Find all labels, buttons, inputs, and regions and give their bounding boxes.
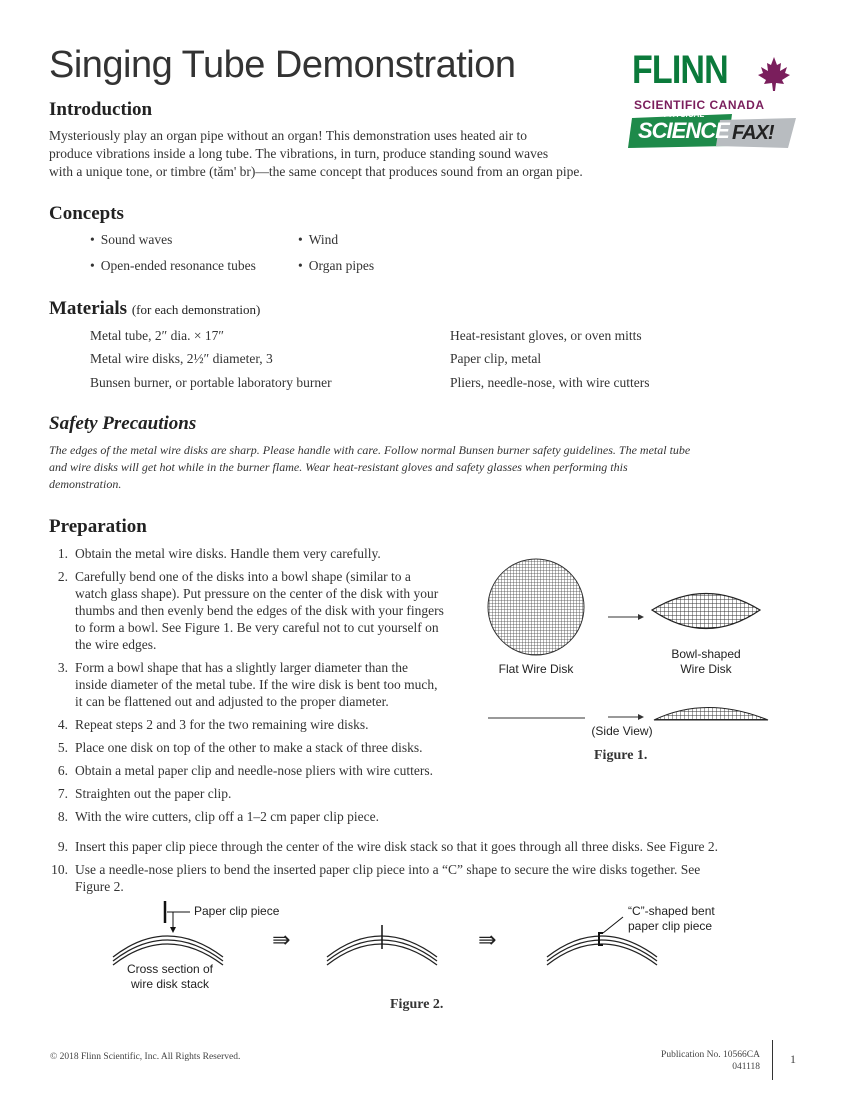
material-item: Metal wire disks, 2½″ diameter, 3 bbox=[90, 351, 273, 366]
intro-heading: Introduction bbox=[49, 99, 153, 120]
step-text: thumbs and then evenly bend the edges of the disk with your fingers bbox=[75, 603, 444, 618]
concept-item bbox=[90, 232, 172, 248]
wire-stack-1 bbox=[113, 936, 223, 965]
logo-subtitle: SCIENTIFIC CANADA bbox=[634, 98, 765, 112]
safety-heading: Safety Precautions bbox=[49, 413, 197, 434]
step-number: 5. bbox=[57, 740, 68, 755]
step-text: watch glass shape). Put pressure on the center of the disk with your bbox=[75, 586, 439, 601]
flat-disk-label: Flat Wire Disk bbox=[498, 662, 574, 676]
step-number: 10. bbox=[51, 862, 68, 877]
intro-line: produce vibrations inside a long tube. The vibrations, in turn, produce standing sound waves bbox=[49, 146, 549, 161]
safety-text bbox=[49, 442, 809, 493]
step-item bbox=[50, 716, 470, 733]
arrow-head bbox=[638, 714, 644, 720]
c-shaped-clip bbox=[599, 933, 603, 945]
figure1-graphic bbox=[480, 555, 780, 730]
logo-brand: FLINN bbox=[632, 48, 728, 92]
step-text: the wire edges. bbox=[75, 637, 157, 652]
step-text: it can be flattened out and adjusted to the proper diameter. bbox=[75, 694, 389, 709]
figure2-caption: Figure 2. bbox=[390, 997, 444, 1012]
step-item bbox=[50, 659, 470, 710]
step-number: 6. bbox=[57, 763, 68, 778]
materials-note: (for each demonstration) bbox=[131, 302, 261, 317]
step-text: Obtain a metal paper clip and needle-nose pliers with wire cutters. bbox=[75, 763, 433, 778]
intro-text bbox=[49, 127, 649, 181]
flat-wire-disk bbox=[488, 559, 584, 655]
safety-line: demonstration. bbox=[49, 477, 122, 491]
material-item: Bunsen burner, or portable laboratory burner bbox=[90, 375, 332, 390]
concept-item bbox=[298, 258, 374, 274]
footer-divider bbox=[772, 1040, 773, 1080]
material-item: Pliers, needle-nose, with wire cutters bbox=[450, 375, 650, 390]
steps-list-wide bbox=[50, 838, 810, 895]
material-item: Paper clip, metal bbox=[450, 351, 542, 366]
page-title: Singing Tube Demonstration bbox=[49, 44, 516, 86]
bowl-wire-disk bbox=[652, 594, 760, 629]
publication-code: 041118 bbox=[732, 1062, 760, 1072]
safety-line: and wire disks will get hot while in the burner flame. Wear heat-resistant gloves and safety glasses when performing this bbox=[49, 460, 628, 474]
step-text: to form a bowl. See Figure 1. Be very careful not to cut yourself on bbox=[75, 620, 439, 635]
step-text: Figure 2. bbox=[75, 879, 124, 894]
step-text: Straighten out the paper clip. bbox=[75, 786, 232, 801]
step-text: Place one disk on top of the other to make a stack of three disks. bbox=[75, 740, 423, 755]
bowl-label-line: Wire Disk bbox=[680, 662, 732, 676]
step-item bbox=[50, 568, 470, 653]
step-item bbox=[50, 739, 470, 756]
concept-label: Organ pipes bbox=[308, 258, 375, 273]
c-label-line: paper clip piece bbox=[628, 919, 713, 933]
bowl-label-line: Bowl-shaped bbox=[671, 647, 741, 661]
side-view-label: (Side View) bbox=[591, 724, 653, 738]
concept-label: Open-ended resonance tubes bbox=[100, 258, 256, 273]
pointer-line bbox=[603, 917, 623, 933]
concepts-heading: Concepts bbox=[49, 203, 124, 224]
double-arrow-icon: ⇛ bbox=[478, 928, 497, 953]
step-number: 1. bbox=[57, 546, 68, 561]
step-number: 3. bbox=[57, 660, 68, 675]
step-item bbox=[50, 785, 470, 802]
step-item bbox=[50, 762, 470, 779]
figure2-graphic bbox=[105, 895, 665, 970]
step-number: 9. bbox=[57, 839, 68, 854]
step-text: Repeat steps 2 and 3 for the two remaining wire disks. bbox=[75, 717, 369, 732]
pointer-head bbox=[170, 927, 176, 933]
figure1-caption: Figure 1. bbox=[594, 748, 648, 763]
step-number: 4. bbox=[57, 717, 68, 732]
materials-heading-text: Materials bbox=[49, 298, 128, 319]
arrow-head bbox=[638, 614, 644, 620]
step-number: 2. bbox=[57, 569, 68, 584]
step-text: Use a needle-nose pliers to bend the inserted paper clip piece into a “C” shape to secure the wire disks together. See bbox=[75, 862, 701, 877]
flinn-logo bbox=[632, 48, 802, 153]
step-text: Insert this paper clip piece through the center of the wire disk stack so that it goes through all three disks. See Figure 2. bbox=[75, 839, 718, 854]
bowl-side-view bbox=[654, 708, 768, 721]
double-arrow-icon: ⇛ bbox=[272, 928, 291, 953]
cross-label-line: Cross section of bbox=[126, 962, 214, 976]
step-item bbox=[50, 838, 810, 855]
clip-piece-label: Paper clip piece bbox=[194, 904, 280, 918]
banner-small-text: PHYSICAL bbox=[664, 110, 705, 119]
intro-line: with a unique tone, or timbre (tăm' br)—the same concept that produces sound from an organ pipe. bbox=[49, 164, 583, 179]
step-text: inside diameter of the metal tube. If the wire disk is bent too much, bbox=[75, 677, 438, 692]
publication-number: Publication No. 10566CA bbox=[661, 1050, 760, 1060]
materials-heading bbox=[49, 298, 260, 320]
material-item: Metal tube, 2″ dia. × 17″ bbox=[90, 328, 224, 343]
c-clip-label bbox=[628, 904, 715, 934]
concept-item bbox=[298, 232, 338, 248]
steps-list-narrow bbox=[50, 545, 470, 831]
banner-science-text: SCIENCE bbox=[638, 118, 729, 143]
safety-line: The edges of the metal wire disks are sharp. Please handle with care. Follow normal Bunsen burner safety guidelines. The metal tube bbox=[49, 443, 691, 457]
copyright: © 2018 Flinn Scientific, Inc. All Rights Reserved. bbox=[50, 1052, 241, 1062]
step-number: 7. bbox=[57, 786, 68, 801]
step-number: 8. bbox=[57, 809, 68, 824]
step-text: Obtain the metal wire disks. Handle them very carefully. bbox=[75, 546, 381, 561]
maple-leaf-icon bbox=[757, 56, 791, 92]
cross-label-line: wire disk stack bbox=[130, 977, 210, 991]
c-label-line: “C”-shaped bent bbox=[628, 904, 715, 918]
step-text: Form a bowl shape that has a slightly larger diameter than the bbox=[75, 660, 409, 675]
banner-fax-text: FAX! bbox=[732, 122, 774, 144]
step-text: With the wire cutters, clip off a 1–2 cm paper clip piece. bbox=[75, 809, 379, 824]
wire-stack-3 bbox=[547, 936, 657, 965]
step-item bbox=[50, 545, 470, 562]
cross-section-label bbox=[115, 962, 225, 992]
bowl-disk-label bbox=[656, 647, 756, 677]
preparation-heading: Preparation bbox=[49, 516, 147, 537]
intro-line: Mysteriously play an organ pipe without an organ! This demonstration uses heated air to bbox=[49, 128, 528, 143]
concept-label: Sound waves bbox=[100, 232, 173, 247]
step-item bbox=[50, 861, 810, 895]
page-number: 1 bbox=[790, 1052, 796, 1066]
concept-item bbox=[90, 258, 256, 274]
step-text: Carefully bend one of the disks into a bowl shape (similar to a bbox=[75, 569, 411, 584]
step-item bbox=[50, 808, 470, 825]
concept-label: Wind bbox=[308, 232, 339, 247]
material-item: Heat-resistant gloves, or oven mitts bbox=[450, 328, 642, 343]
